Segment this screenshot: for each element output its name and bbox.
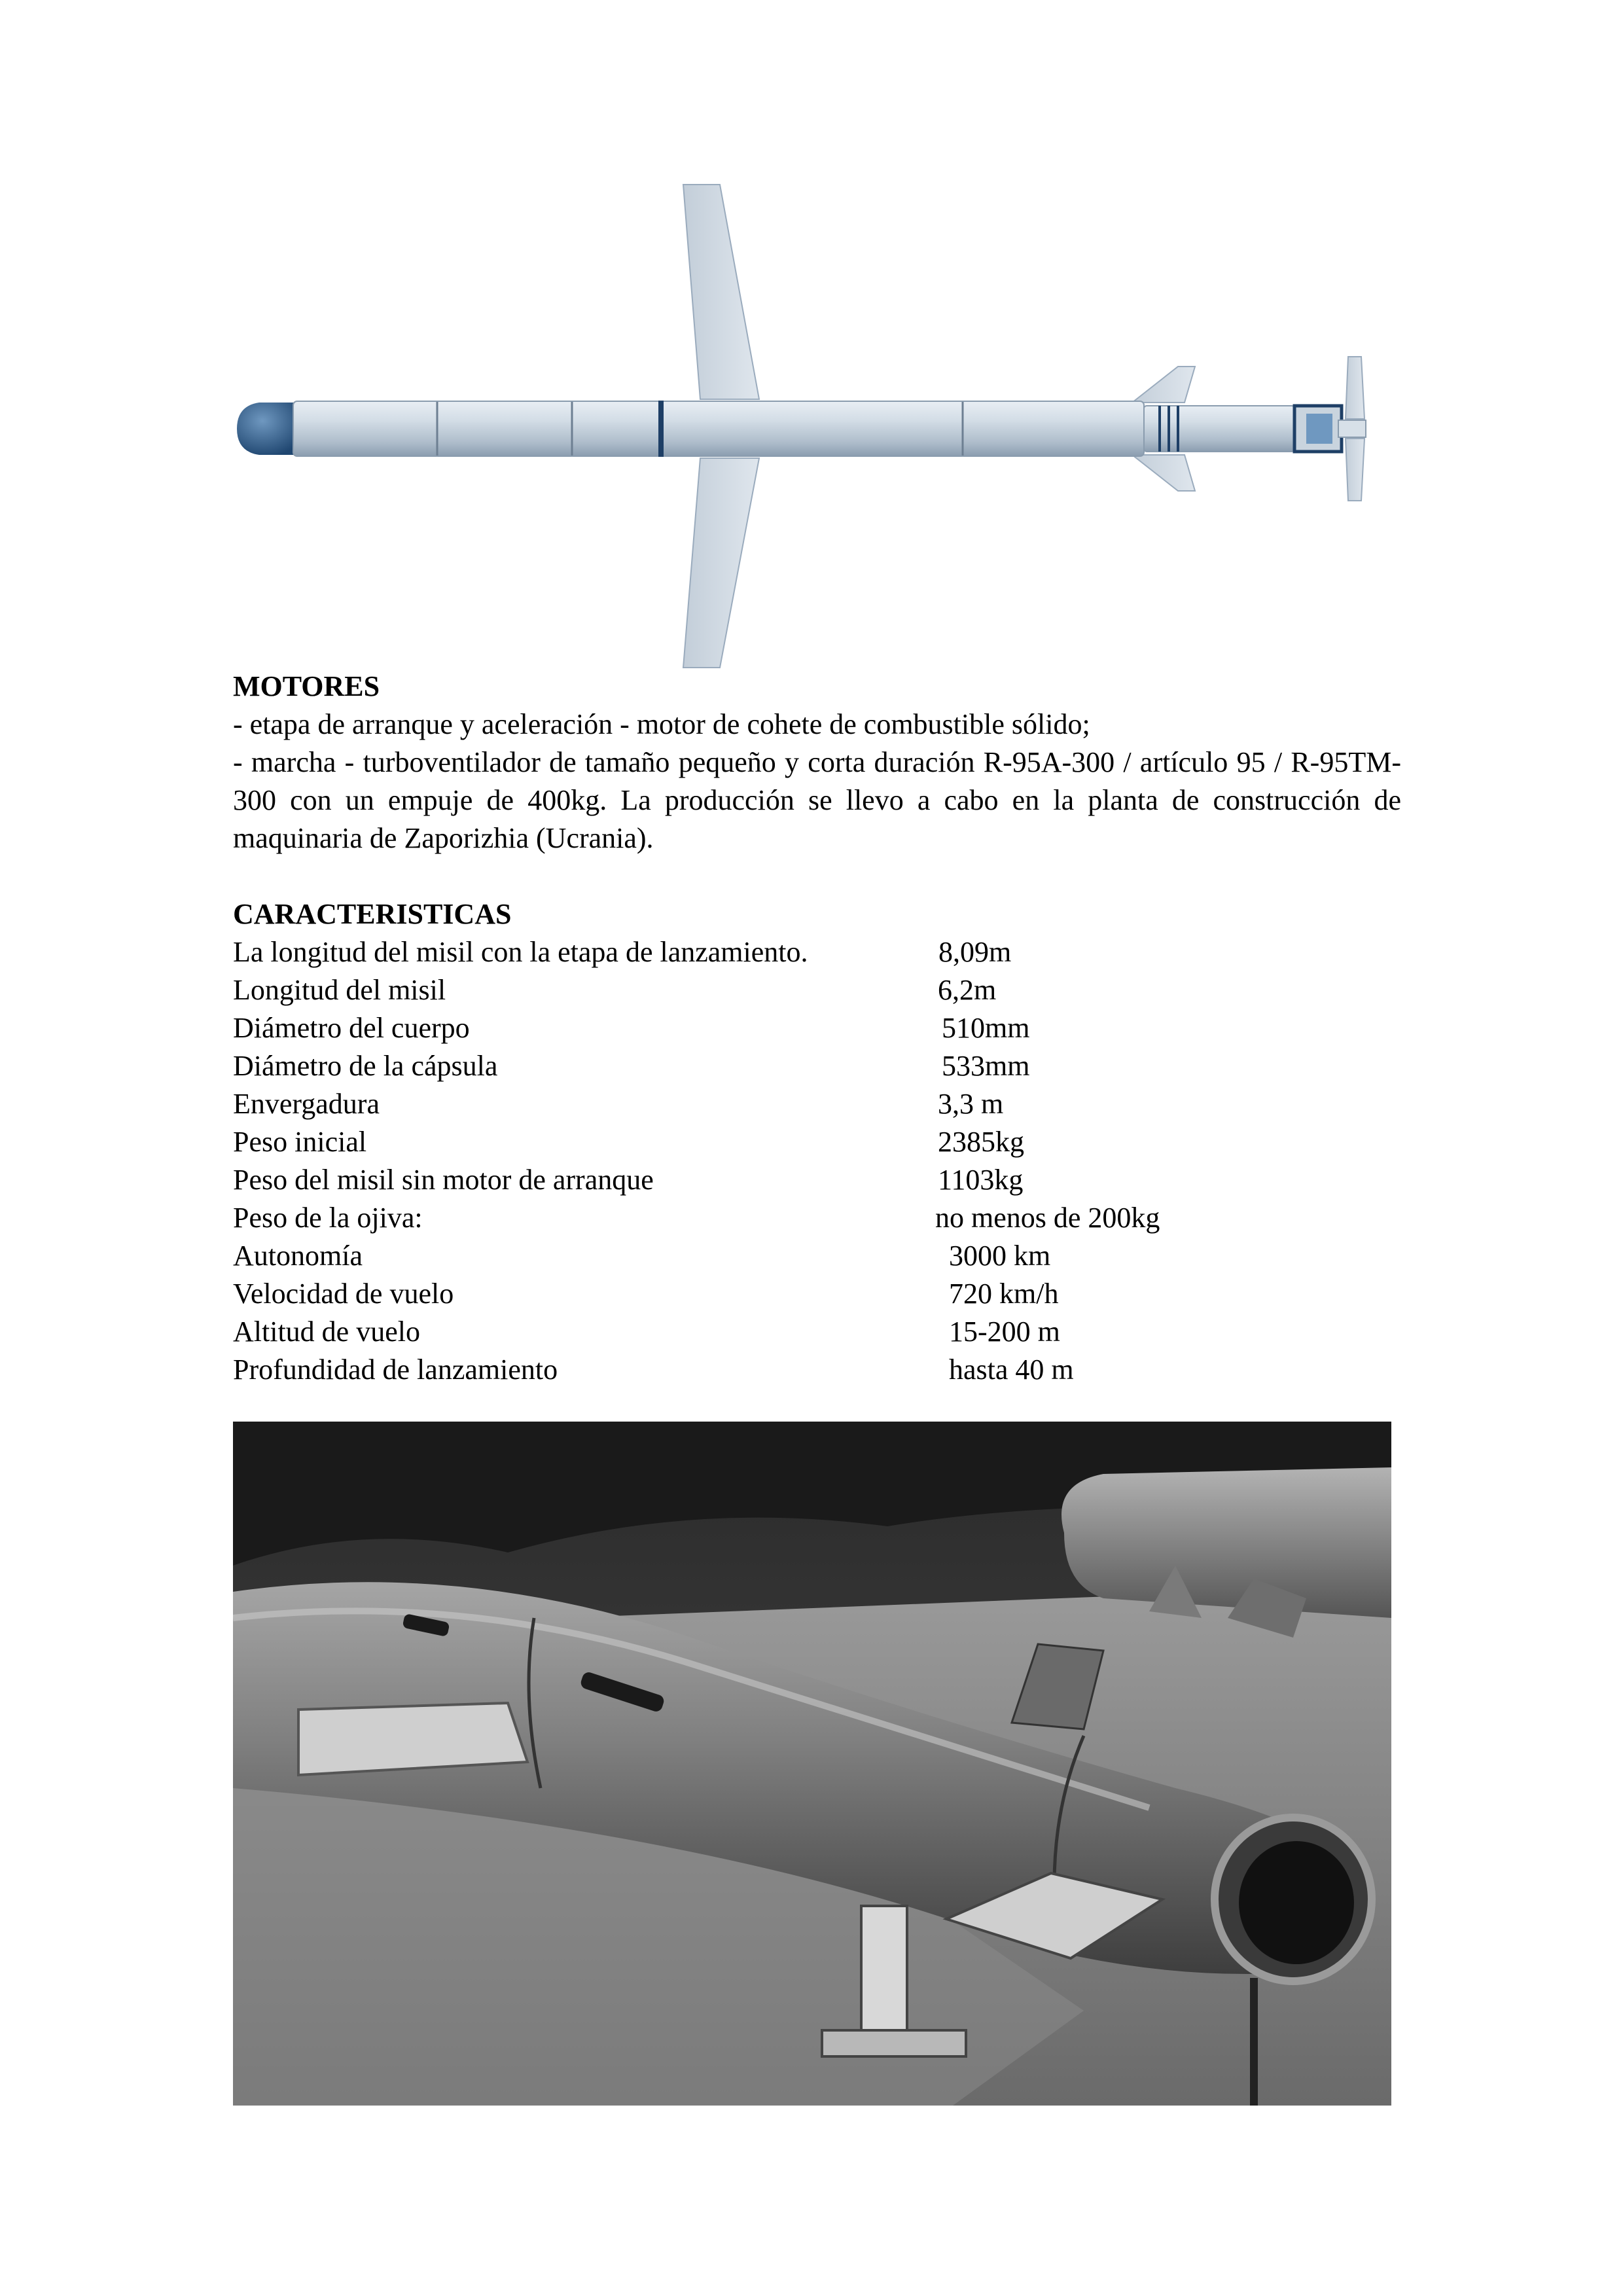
spec-row [233, 1275, 1401, 1313]
spec-value: 1103kg [938, 1164, 1024, 1196]
spec-label: Peso de la ojiva: [233, 1202, 423, 1234]
spec-row [233, 1313, 1401, 1351]
text-block [233, 668, 1401, 1389]
spec-row [233, 1351, 1401, 1389]
spec-value: 510mm [942, 1012, 1030, 1044]
spec-row [233, 933, 1401, 971]
spec-value: 6,2m [938, 974, 997, 1006]
spec-row [233, 1199, 1401, 1237]
missile-photo [233, 1422, 1391, 2106]
missile-illustration [223, 183, 1400, 681]
caracteristicas-section [233, 895, 1401, 1389]
motores-heading: MOTORES [233, 670, 380, 702]
spec-row [233, 1161, 1401, 1199]
motores-section [233, 668, 1401, 857]
caracteristicas-heading: CARACTERISTICAS [233, 898, 512, 930]
spec-label: Peso del misil sin motor de arranque [233, 1164, 654, 1196]
spec-label: Longitud del misil [233, 974, 446, 1006]
spec-value: 15-200 m [949, 1316, 1060, 1348]
spec-value: 3000 km [949, 1240, 1051, 1272]
spec-label: Diámetro de la cápsula [233, 1050, 498, 1082]
motores-line-2: - marcha - turboventilador de tamaño pequeño y corta duración R-95A-300 / artículo 95 / R-95TM-300 con un empuje de 400kg. La producción se llevo a cabo en la planta de construcción de maquinaria de Zaporizhia (Ucrania). [233, 746, 1401, 854]
spec-row [233, 1237, 1401, 1275]
cruise-missile-icon [223, 183, 1400, 681]
spec-value: hasta 40 m [949, 1354, 1074, 1386]
spec-row [233, 971, 1401, 1009]
spec-row [233, 1047, 1401, 1085]
spec-label: Altitud de vuelo [233, 1316, 420, 1348]
spec-row [233, 1009, 1401, 1047]
spec-label: Velocidad de vuelo [233, 1278, 454, 1310]
spec-value: 720 km/h [949, 1278, 1059, 1310]
spec-row [233, 1085, 1401, 1123]
spec-label: Diámetro del cuerpo [233, 1012, 470, 1044]
spec-label: Profundidad de lanzamiento [233, 1354, 558, 1386]
spec-value: 2385kg [938, 1126, 1024, 1158]
spec-label: Peso inicial [233, 1126, 367, 1158]
motores-line-1: - etapa de arranque y aceleración - motor de cohete de combustible sólido; [233, 708, 1090, 740]
spec-value: 3,3 m [938, 1088, 1004, 1120]
spec-row [233, 1123, 1401, 1161]
spec-label: La longitud del misil con la etapa de lanzamiento. [233, 936, 808, 968]
spec-value: 533mm [942, 1050, 1030, 1082]
spec-value: 8,09m [938, 936, 1012, 968]
spec-label: Envergadura [233, 1088, 380, 1120]
spec-label: Autonomía [233, 1240, 363, 1272]
missile-photo-icon [233, 1422, 1391, 2106]
spec-value: no menos de 200kg [935, 1202, 1160, 1234]
